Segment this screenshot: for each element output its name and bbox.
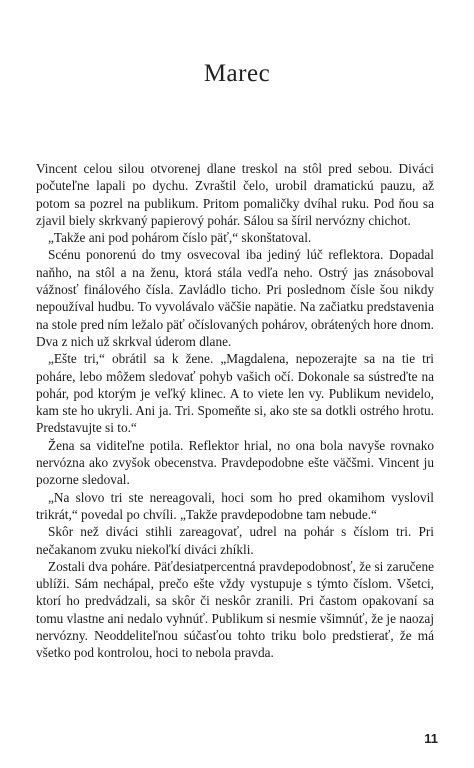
paragraph: Žena sa viditeľne potila. Reflektor hrial, no ona bola navyše rovnako nervózna ako zvyšok obecenstva. Pravdepodobne ešte väčšmi. Vincent ju pozorne sledoval. — [36, 437, 434, 488]
page-number: 11 — [424, 731, 438, 746]
paragraph: Scénu ponorenú do tmy osvecoval iba jediný lúč reflektora. Dopadal naňho, na stôl a na ženu, ktorá stála vedľa neho. Ostrý jas znásoboval vážnosť finálového čísla. Zavládlo ticho. Pri poslednom čísle šou nikdy nepoužíval hudbu. To vyvolávalo väčšie napätie. Na začiatku predstavenia na stole pred ním ležalo päť očíslovaných pohárov, obrátených hore dnom. Dva z nich už skrkval úderom dlane. — [36, 247, 434, 349]
paragraph: „Takže ani pod pohárom číslo päť,“ skonštatoval. — [48, 230, 312, 246]
paragraph: Skôr než diváci stihli zareagovať, udrel na pohár s číslom tri. Pri nečakanom zvuku niekoľkí diváci zhíkli. — [36, 524, 434, 557]
paragraph: Vincent celou silou otvorenej dlane treskol na stôl pred sebou. Diváci počuteľne lapali po dychu. Zvraštil čelo, urobil dramatickú pauzu, až potom sa pozrel na publikum. Pritom pomaličky dvíhal ruku. Pod ňou sa zjavil biely skrkvaný papierový pohár. Sálou sa šíril nervózny chichot. — [36, 161, 434, 228]
chapter-title: Marec — [203, 60, 271, 87]
paragraph: „Ešte tri,“ obrátil sa k žene. „Magdalena, nepozerajte sa na tie tri poháre, lebo môžem sledovať pohyb vašich očí. Dokonale sa sústreďte na pohár, pod ktorým je veľký klinec. A to viete len vy. Publikum nevidelo, kam ste ho ukryli. Ani ja. Tri. Spomeňte si, ako ste sa dotkli ostrého hrotu. Predstavujte si to.“ — [36, 351, 434, 436]
chapter-body — [36, 160, 434, 662]
paragraph: Zostali dva poháre. Päťdesiatpercentná pravdepodobnosť, že si zaručene ublíži. Sám nechápal, prečo ešte vždy vystupuje s týmto číslom. Všetci, ktorí ho predvádzali, sa skôr či neskôr zranili. Pri častom opakovaní sa tomu vlastne ani nedalo vyhnúť. Publikum si nesmie všimnúť, že je naozaj nervózny. Neoddeliteľnou súčasťou tohto triku bolo predstierať, že má všetko pod kontrolou, hoci to nebola pravda. — [36, 558, 435, 661]
paragraph: „Na slovo tri ste nereagovali, hoci som ho pred okamihom vyslovil trikrát,“ povedal po chvíli. „Takže pravdepodobne tam nebude.“ — [36, 489, 434, 522]
